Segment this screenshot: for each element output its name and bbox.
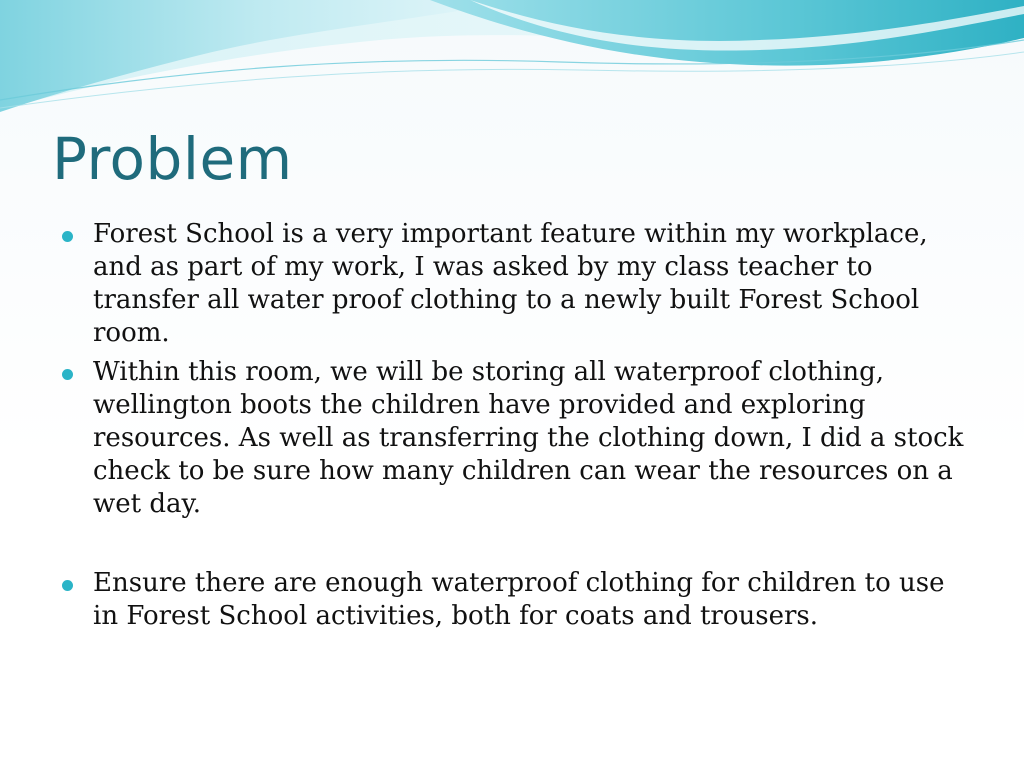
bullet-marker-icon: [62, 580, 73, 591]
bullet-marker-icon: [62, 231, 73, 242]
wave-header-decoration: [0, 0, 1024, 130]
bullet-marker-icon: [62, 369, 73, 380]
bullet-text: Ensure there are enough waterproof clothing for children to use in Forest School activities, both for coats and trousers.: [93, 568, 945, 631]
bullet-item-2: [62, 356, 972, 521]
bullet-text: Forest School is a very important feature within my workplace, and as part of my work, I was asked by my class teacher to transfer all water proof clothing to a newly built Forest School room.: [93, 219, 928, 348]
bullet-item-1: [62, 218, 972, 350]
bullet-list: [62, 218, 972, 633]
bullet-item-3: [62, 567, 972, 633]
bullet-text: Within this room, we will be storing all waterproof clothing, wellington boots the children have provided and exploring resources. As well as transferring the clothing down, I did a stock check to be sure how many children can wear the resources on a wet day.: [93, 357, 964, 519]
slide-title: Problem: [52, 125, 293, 193]
